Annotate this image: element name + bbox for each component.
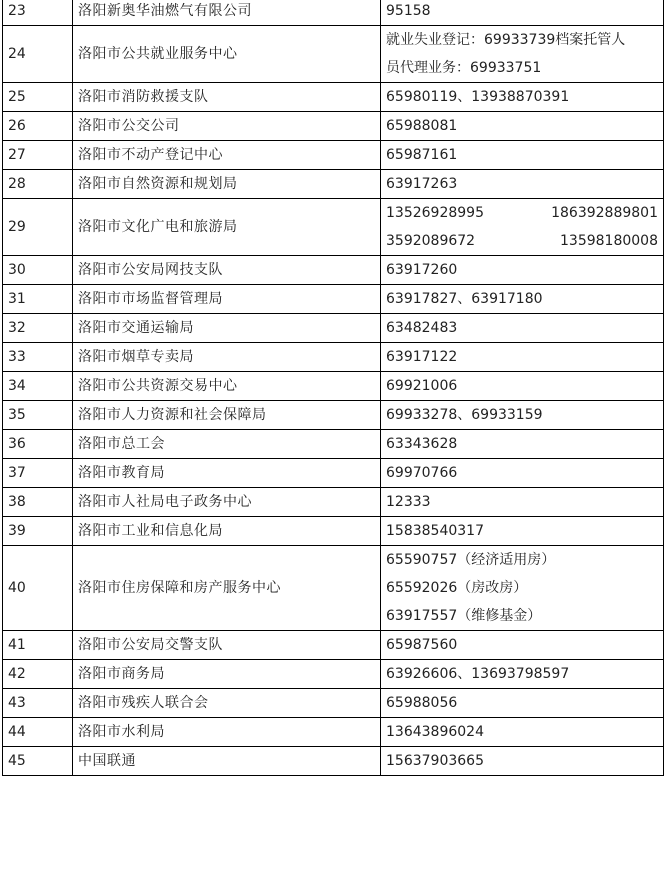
row-number: 36	[3, 430, 73, 459]
phone-cell	[381, 26, 664, 83]
table-row	[3, 141, 664, 170]
phone-pair	[386, 199, 658, 227]
phone-line: 63917557（维修基金）	[386, 608, 542, 624]
phone-line: 就业失业登记：69933739档案托管人	[386, 32, 626, 48]
phone-line: 15838540317	[386, 523, 484, 539]
phone-line: 95158	[386, 3, 431, 19]
row-number: 40	[3, 546, 73, 631]
phone-number: 18639288980​1	[551, 205, 658, 221]
phone-line: 63917263	[386, 176, 458, 192]
phone-line: 63343628	[386, 436, 458, 452]
organization-name: 洛阳市不动产登记中心	[73, 141, 381, 170]
table-row	[3, 546, 664, 631]
phone-cell	[381, 401, 664, 430]
phone-number: 13526928995	[386, 205, 484, 221]
organization-name: 洛阳市工业和信息化局	[73, 517, 381, 546]
phone-line: 63917827、63917180	[386, 291, 543, 307]
phone-line: 65988081	[386, 118, 458, 134]
phone-cell	[381, 0, 664, 26]
phone-cell	[381, 314, 664, 343]
phone-line: 65987161	[386, 147, 458, 163]
table-row	[3, 631, 664, 660]
phone-cell	[381, 372, 664, 401]
row-number: 39	[3, 517, 73, 546]
phone-cell	[381, 689, 664, 718]
table-row	[3, 747, 664, 776]
organization-name: 洛阳市公共资源交易中心	[73, 372, 381, 401]
table-row	[3, 314, 664, 343]
table-row	[3, 372, 664, 401]
phone-cell	[381, 631, 664, 660]
phone-line: 69921006	[386, 378, 458, 394]
row-number: 44	[3, 718, 73, 747]
phone-line: 15637903665	[386, 753, 484, 769]
organization-name: 洛阳市总工会	[73, 430, 381, 459]
row-number: 26	[3, 112, 73, 141]
phone-cell	[381, 488, 664, 517]
phone-line: 63926606、13693798597	[386, 666, 570, 682]
phone-line: 63482483	[386, 320, 458, 336]
organization-name: 洛阳市公安局网技支队	[73, 256, 381, 285]
organization-name: 洛阳市消防救援支队	[73, 83, 381, 112]
phone-cell	[381, 199, 664, 256]
organization-name: 洛阳市商务局	[73, 660, 381, 689]
organization-name: 洛阳市自然资源和规划局	[73, 170, 381, 199]
row-number: 33	[3, 343, 73, 372]
organization-name: 洛阳市人社局电子政务中心	[73, 488, 381, 517]
row-number: 37	[3, 459, 73, 488]
phone-line: 65987560	[386, 637, 458, 653]
row-number: 43	[3, 689, 73, 718]
organization-name: 洛阳市交通运输局	[73, 314, 381, 343]
table-row	[3, 430, 664, 459]
table-body	[3, 0, 664, 776]
phone-cell	[381, 660, 664, 689]
organization-name: 洛阳市教育局	[73, 459, 381, 488]
phone-line: 13643896024	[386, 724, 484, 740]
table-row	[3, 488, 664, 517]
phone-cell	[381, 285, 664, 314]
phone-cell	[381, 83, 664, 112]
table-row	[3, 689, 664, 718]
phone-cell	[381, 256, 664, 285]
phone-cell	[381, 546, 664, 631]
table-row	[3, 26, 664, 83]
phone-pair	[386, 227, 658, 255]
table-row	[3, 0, 664, 26]
organization-name: 洛阳市文化广电和旅游局	[73, 199, 381, 256]
row-number: 38	[3, 488, 73, 517]
table-row	[3, 256, 664, 285]
phone-cell	[381, 170, 664, 199]
phone-cell	[381, 430, 664, 459]
table-row	[3, 517, 664, 546]
organization-name: 洛阳市公安局交警支队	[73, 631, 381, 660]
organization-name: 洛阳市人力资源和社会保障局	[73, 401, 381, 430]
organization-name: 洛阳新奥华油燃气有限公司	[73, 0, 381, 26]
row-number: 27	[3, 141, 73, 170]
phone-line: 69933278、69933159	[386, 407, 543, 423]
table-row	[3, 401, 664, 430]
row-number: 23	[3, 0, 73, 26]
phone-number: 13598180008	[560, 233, 658, 249]
organization-name: 中国联通	[73, 747, 381, 776]
organization-name: 洛阳市公交公司	[73, 112, 381, 141]
table-row	[3, 285, 664, 314]
phone-line: 63917260	[386, 262, 458, 278]
phone-line: 63917122	[386, 349, 458, 365]
organization-name: 洛阳市公共就业服务中心	[73, 26, 381, 83]
table-row	[3, 170, 664, 199]
row-number: 28	[3, 170, 73, 199]
contact-table	[2, 0, 664, 776]
row-number: 35	[3, 401, 73, 430]
row-number: 30	[3, 256, 73, 285]
table-row	[3, 199, 664, 256]
row-number: 29	[3, 199, 73, 256]
organization-name: 洛阳市市场监督管理局	[73, 285, 381, 314]
phone-number: 3592089672	[386, 233, 476, 249]
phone-cell	[381, 747, 664, 776]
row-number: 42	[3, 660, 73, 689]
row-number: 31	[3, 285, 73, 314]
phone-cell	[381, 459, 664, 488]
table-row	[3, 112, 664, 141]
row-number: 41	[3, 631, 73, 660]
phone-line: 65980119、13938870391	[386, 89, 570, 105]
phone-cell	[381, 343, 664, 372]
organization-name: 洛阳市残疾人联合会	[73, 689, 381, 718]
phone-line: 员代理业务：69933751	[386, 60, 542, 76]
row-number: 45	[3, 747, 73, 776]
table-row	[3, 459, 664, 488]
table-row	[3, 83, 664, 112]
phone-cell	[381, 112, 664, 141]
phone-line: 69970766	[386, 465, 458, 481]
organization-name: 洛阳市住房保障和房产服务中心	[73, 546, 381, 631]
row-number: 24	[3, 26, 73, 83]
phone-line: 65592026（房改房）	[386, 580, 528, 596]
phone-cell	[381, 517, 664, 546]
organization-name: 洛阳市烟草专卖局	[73, 343, 381, 372]
row-number: 32	[3, 314, 73, 343]
phone-line: 12333	[386, 494, 431, 510]
row-number: 25	[3, 83, 73, 112]
table-row	[3, 718, 664, 747]
table-row	[3, 343, 664, 372]
phone-line: 65590757（经济适用房）	[386, 552, 556, 568]
table-row	[3, 660, 664, 689]
phone-cell	[381, 718, 664, 747]
phone-cell	[381, 141, 664, 170]
organization-name: 洛阳市水利局	[73, 718, 381, 747]
row-number: 34	[3, 372, 73, 401]
phone-line: 65988056	[386, 695, 458, 711]
